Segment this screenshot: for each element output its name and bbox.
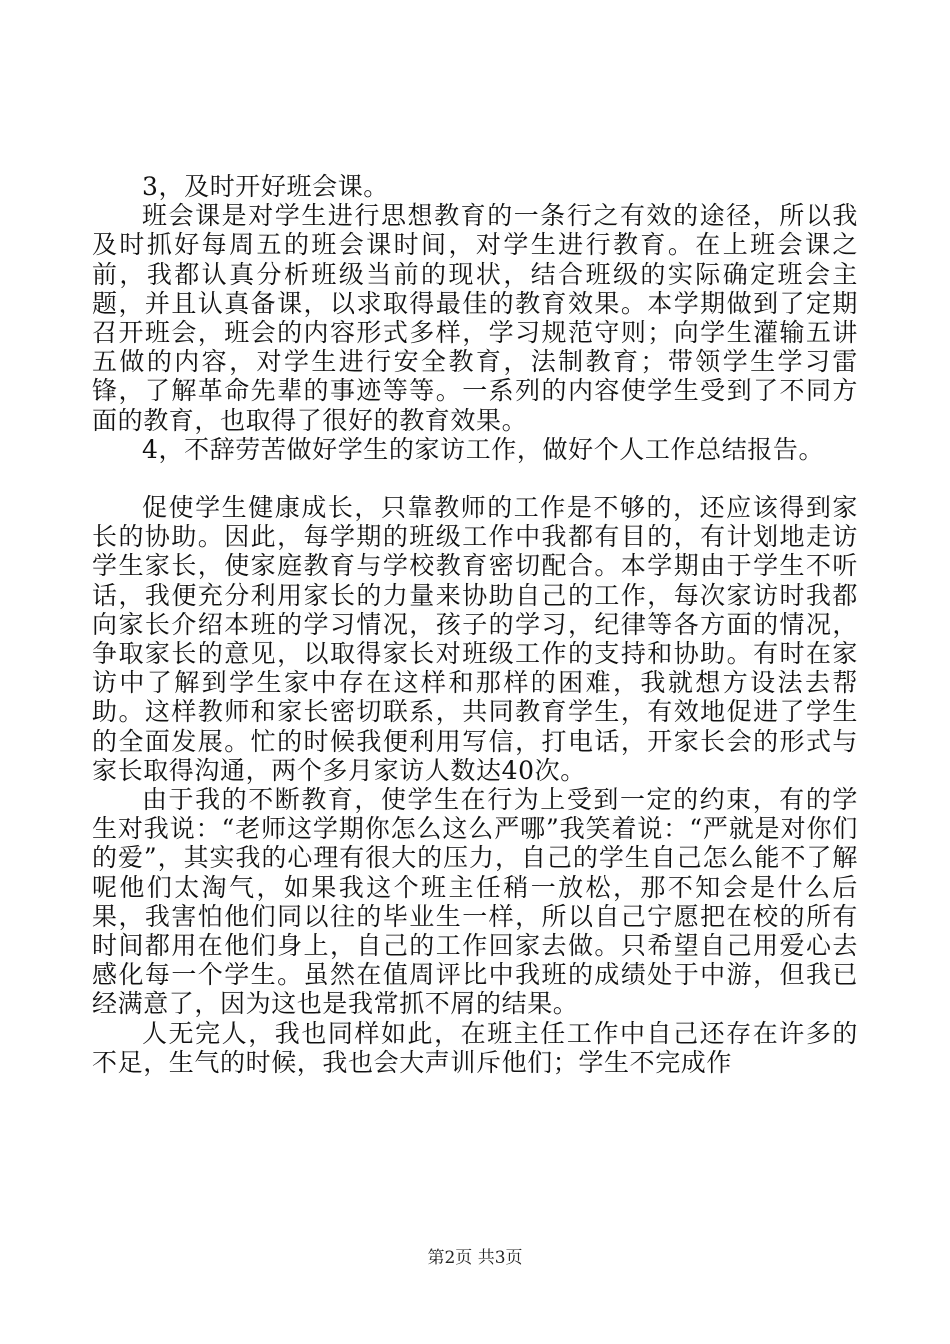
paragraph-heading-3: 3，及时开好班会课。 (142, 172, 389, 201)
document-body (92, 172, 858, 1077)
page-number-footer: 第2页 共3页 (427, 1248, 523, 1268)
paragraph-shortcomings: 人无完人，我也同样如此，在班主任工作中自己还存在许多的不足，生气的时候，我也会大声训斥他们；学生不完成作 (92, 1018, 858, 1077)
paragraph-strict-love: 由于我的不断教育，使学生在行为上受到一定的约束，有的学生对我说：“老师这学期你怎么这么严哪”我笑着说：“严就是对你们的爱”，其实我的心理有很大的压力，自己的学生自己怎么能不了解呢他们太淘气，如果我这个班主任稍一放松，那不知会是什么后果，我害怕他们同以往的毕业生一样，所以自己宁愿把在校的所有时间都用在他们身上，自己的工作回家去做。只希望自己用爱心去感化每一个学生。虽然在值周评比中我班的成绩处于中游，但我已经满意了，因为这也是我常抓不屑的结果。 (92, 785, 858, 1019)
paragraph-home-visits: 促使学生健康成长，只靠教师的工作是不够的，还应该得到家长的协助。因此，每学期的班级工作中我都有目的，有计划地走访学生家长，使家庭教育与学校教育密切配合。本学期由于学生不听话，我便充分利用家长的力量来协助自己的工作，每次家访时我都向家长介绍本班的学习情况，孩子的学习，纪律等各方面的情况，争取家长的意见，以取得家长对班级工作的支持和协助。有时在家访中了解到学生家中存在这样和那样的困难，我就想方设法去帮助。这样教师和家长密切联系，共同教育学生，有效地促进了学生的全面发展。忙的时候我便利用写信，打电话，开家长会的形式与家长取得沟通，两个多月家访人数达40次。 (92, 493, 858, 785)
paragraph-class-meeting: 班会课是对学生进行思想教育的一条行之有效的途径，所以我及时抓好每周五的班会课时间，对学生进行教育。在上班会课之前，我都认真分析班级当前的现状，结合班级的实际确定班会主题，并且认真备课，以求取得最佳的教育效果。本学期做到了定期召开班会，班会的内容形式多样，学习规范守则；向学生灌输五讲五做的内容，对学生进行安全教育，法制教育；带领学生学习雷锋，了解革命先辈的事迹等等。一系列的内容使学生受到了不同方面的教育，也取得了很好的教育效果。 (92, 201, 858, 435)
paragraph-heading-4: 4，不辞劳苦做好学生的家访工作，做好个人工作总结报告。 (142, 434, 825, 464)
